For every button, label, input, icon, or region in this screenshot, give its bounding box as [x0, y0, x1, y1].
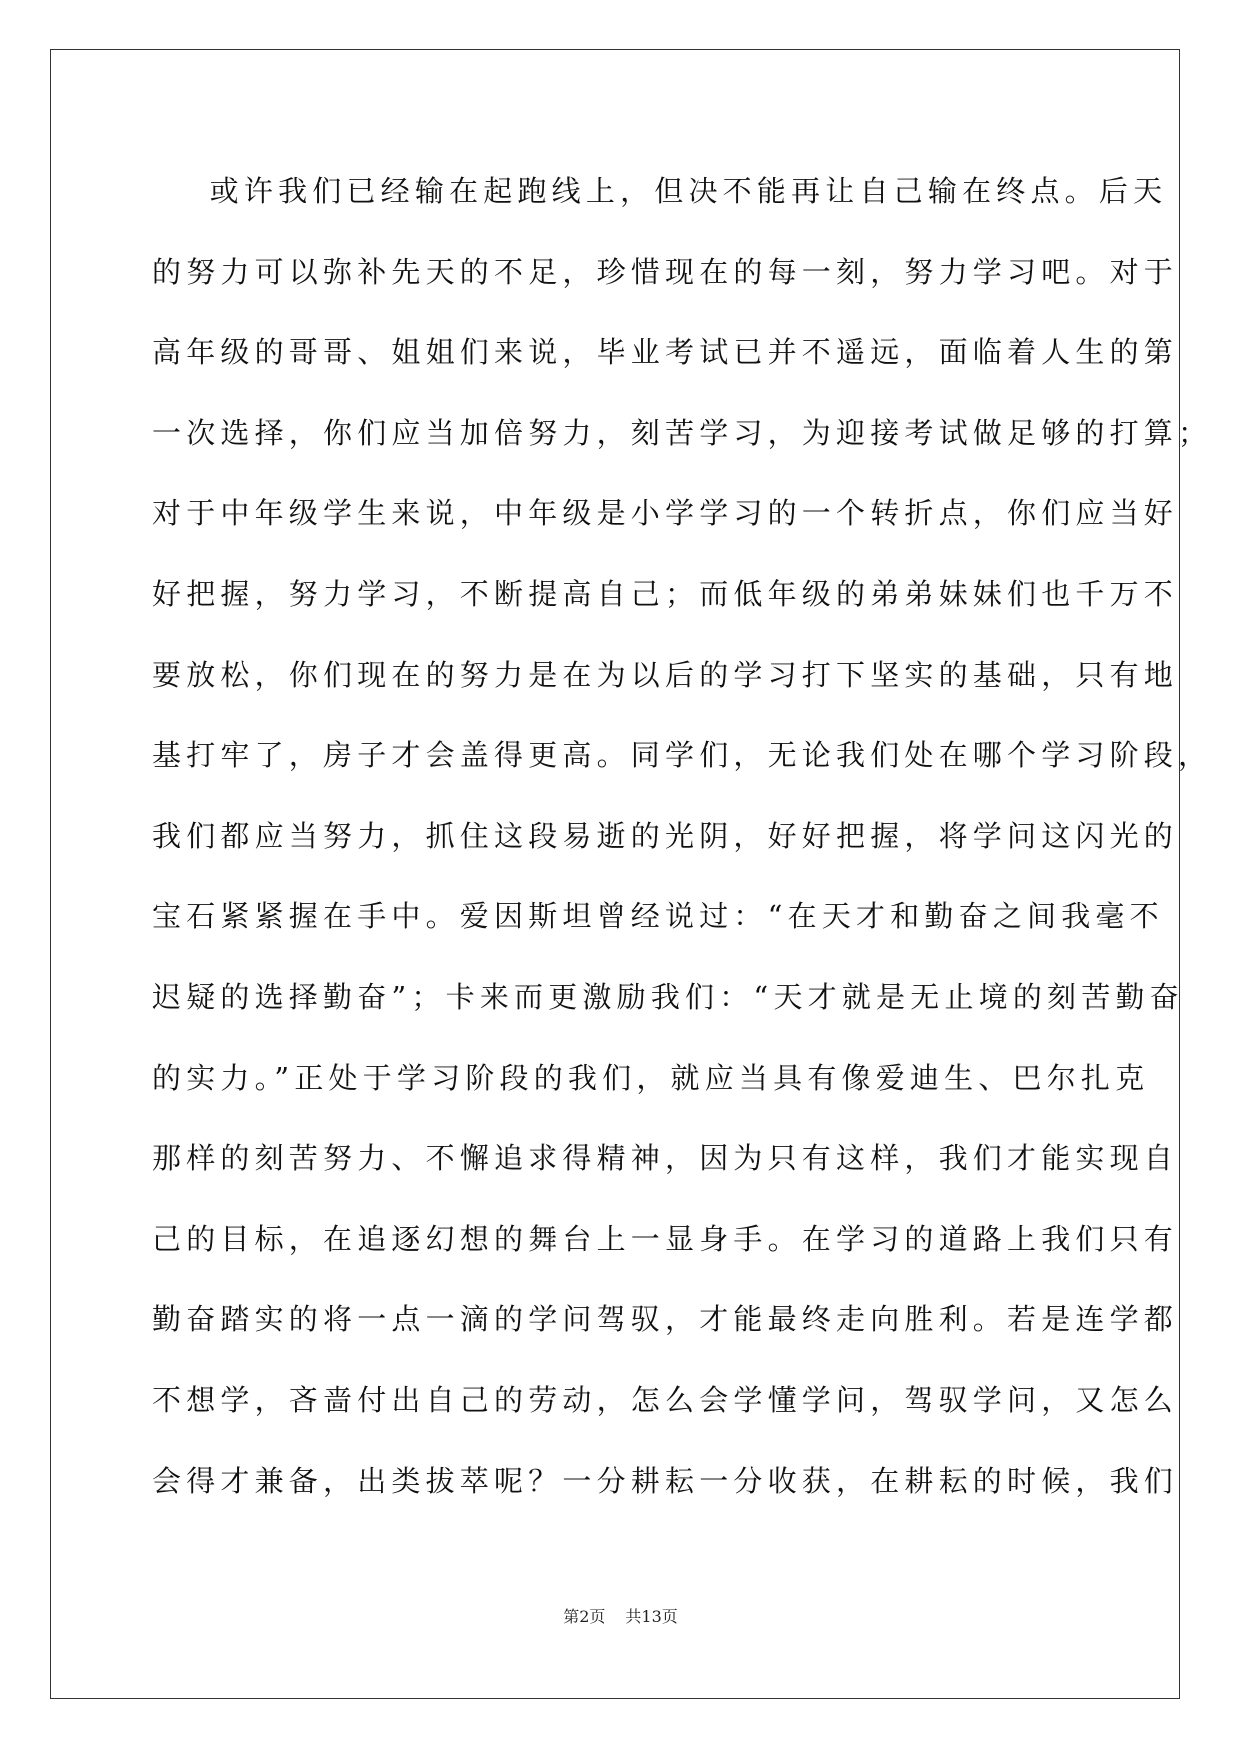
text-line-1: 或许我们已经输在起跑线上，但决不能再让自己输在终点。后天 [152, 174, 1168, 208]
body-paragraph [152, 166, 1213, 1536]
text-line-7: 要放松，你们现在的努力是在为以后的学习打下坚实的基础，只有地 [152, 657, 1179, 692]
text-line-10: 宝石紧紧握在手中。爱因斯坦曾经说过：“在天才和勤奋之间我毫不 [152, 899, 1164, 934]
text-line-4: 一次选择，你们应当加倍努力，刻苦学习，为迎接考试做足够的打算； [152, 415, 1213, 450]
text-line-17: 会得才兼备，出类拔萃呢？一分耕耘一分收获，在耕耘的时候，我们 [152, 1463, 1179, 1498]
text-line-5: 对于中年级学生来说，中年级是小学学习的一个转折点，你们应当好 [152, 496, 1179, 531]
text-line-13: 那样的刻苦努力、不懈追求得精神，因为只有这样，我们才能实现自 [152, 1141, 1179, 1176]
text-line-14: 己的目标，在追逐幻想的舞台上一显身手。在学习的道路上我们只有 [152, 1221, 1179, 1256]
text-line-2: 的努力可以弥补先天的不足，珍惜现在的每一刻，努力学习吧。对于 [152, 254, 1179, 289]
text-line-15: 勤奋踏实的将一点一滴的学问驾驭，才能最终走向胜利。若是连学都 [152, 1302, 1179, 1337]
text-line-3: 高年级的哥哥、姐姐们来说，毕业考试已并不遥远，面临着人生的第 [152, 335, 1179, 370]
page-total: 共13页 [625, 1607, 678, 1626]
page-footer [0, 1604, 1241, 1627]
text-line-8: 基打牢了，房子才会盖得更高。同学们，无论我们处在哪个学习阶段， [152, 738, 1213, 773]
text-line-12: 的实力。”正处于学习阶段的我们，就应当具有像爱迪生、巴尔扎克 [152, 1060, 1150, 1095]
text-line-11: 迟疑的选择勤奋”；卡来而更激励我们：“天才就是无止境的刻苦勤奋 [152, 979, 1184, 1014]
text-line-16: 不想学，吝啬付出自己的劳动，怎么会学懂学问，驾驭学问，又怎么 [152, 1382, 1179, 1417]
text-line-6: 好把握，努力学习，不断提高自己；而低年级的弟弟妹妹们也千万不 [152, 576, 1179, 611]
text-line-9: 我们都应当努力，抓住这段易逝的光阴，好好把握，将学问这闪光的 [152, 818, 1179, 853]
page-number: 第2页 [563, 1607, 606, 1626]
